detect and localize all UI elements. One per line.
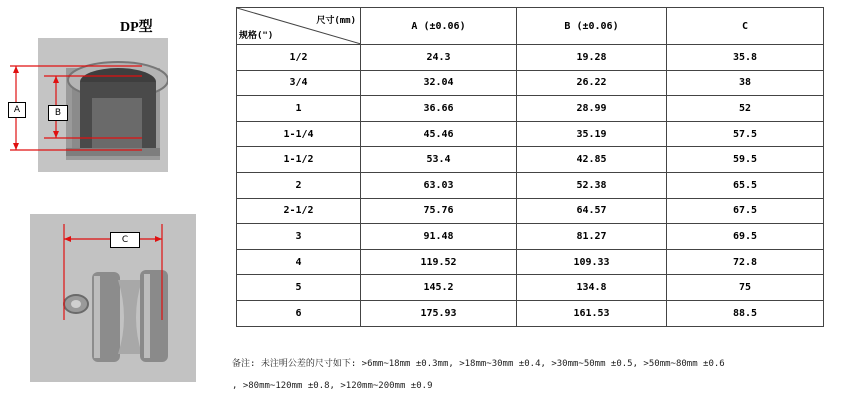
table-row <box>237 198 824 224</box>
column-header-a: A (±0.06) <box>361 8 517 45</box>
cell-spec: 1-1/2 <box>237 147 361 173</box>
table-row <box>237 121 824 147</box>
cell-c: 72.8 <box>667 249 824 275</box>
dimension-table <box>236 7 824 327</box>
cell-c: 52 <box>667 96 824 122</box>
product-title: DP型 <box>120 20 153 35</box>
table-row <box>237 300 824 326</box>
cell-c: 35.8 <box>667 45 824 71</box>
cell-b: 134.8 <box>517 275 667 301</box>
table-row <box>237 275 824 301</box>
cell-spec: 3 <box>237 224 361 250</box>
dimension-label-b: B <box>48 105 68 121</box>
cell-b: 28.99 <box>517 96 667 122</box>
cell-b: 161.53 <box>517 300 667 326</box>
corner-size-label: 尺寸(mm) <box>316 16 356 26</box>
cell-spec: 1/2 <box>237 45 361 71</box>
cell-spec: 1 <box>237 96 361 122</box>
cell-c: 38 <box>667 70 824 96</box>
table-row <box>237 147 824 173</box>
tolerance-note-line-1: 备注: 未注明公差的尺寸如下: >6mm~18mm ±0.3mm, >18mm~30mm ±0.4, >30mm~50mm ±0.5, >50mm~80mm ±0.6 <box>232 359 725 369</box>
cell-a: 36.66 <box>361 96 517 122</box>
table-header-row <box>237 8 824 45</box>
cell-a: 24.3 <box>361 45 517 71</box>
cell-b: 35.19 <box>517 121 667 147</box>
table-corner-cell <box>237 8 361 45</box>
cell-a: 91.48 <box>361 224 517 250</box>
cell-c: 88.5 <box>667 300 824 326</box>
dimension-label-a: A <box>8 102 26 118</box>
table-row <box>237 70 824 96</box>
cell-b: 19.28 <box>517 45 667 71</box>
cell-a: 53.4 <box>361 147 517 173</box>
table-row <box>237 172 824 198</box>
cell-b: 52.38 <box>517 172 667 198</box>
cell-b: 42.85 <box>517 147 667 173</box>
cell-spec: 6 <box>237 300 361 326</box>
cell-spec: 2 <box>237 172 361 198</box>
table-row <box>237 96 824 122</box>
table-row <box>237 249 824 275</box>
cell-a: 145.2 <box>361 275 517 301</box>
cell-a: 119.52 <box>361 249 517 275</box>
cell-b: 109.33 <box>517 249 667 275</box>
cell-b: 81.27 <box>517 224 667 250</box>
column-header-b: B (±0.06) <box>517 8 667 45</box>
cell-a: 45.46 <box>361 121 517 147</box>
cell-spec: 2-1/2 <box>237 198 361 224</box>
cell-spec: 5 <box>237 275 361 301</box>
cell-spec: 4 <box>237 249 361 275</box>
dimension-label-c: C <box>110 232 140 248</box>
cell-c: 69.5 <box>667 224 824 250</box>
cell-a: 63.03 <box>361 172 517 198</box>
cell-b: 26.22 <box>517 70 667 96</box>
cell-c: 65.5 <box>667 172 824 198</box>
column-header-c: C <box>667 8 824 45</box>
cell-a: 75.76 <box>361 198 517 224</box>
tolerance-note-line-2: , >80mm~120mm ±0.8, >120mm~200mm ±0.9 <box>232 381 433 391</box>
table-row <box>237 224 824 250</box>
table-row <box>237 45 824 71</box>
cell-a: 32.04 <box>361 70 517 96</box>
cell-c: 67.5 <box>667 198 824 224</box>
cell-c: 57.5 <box>667 121 824 147</box>
corner-spec-label: 规格(") <box>239 31 274 41</box>
cell-a: 175.93 <box>361 300 517 326</box>
cell-spec: 1-1/4 <box>237 121 361 147</box>
cell-c: 75 <box>667 275 824 301</box>
cell-c: 59.5 <box>667 147 824 173</box>
cell-spec: 3/4 <box>237 70 361 96</box>
cell-b: 64.57 <box>517 198 667 224</box>
